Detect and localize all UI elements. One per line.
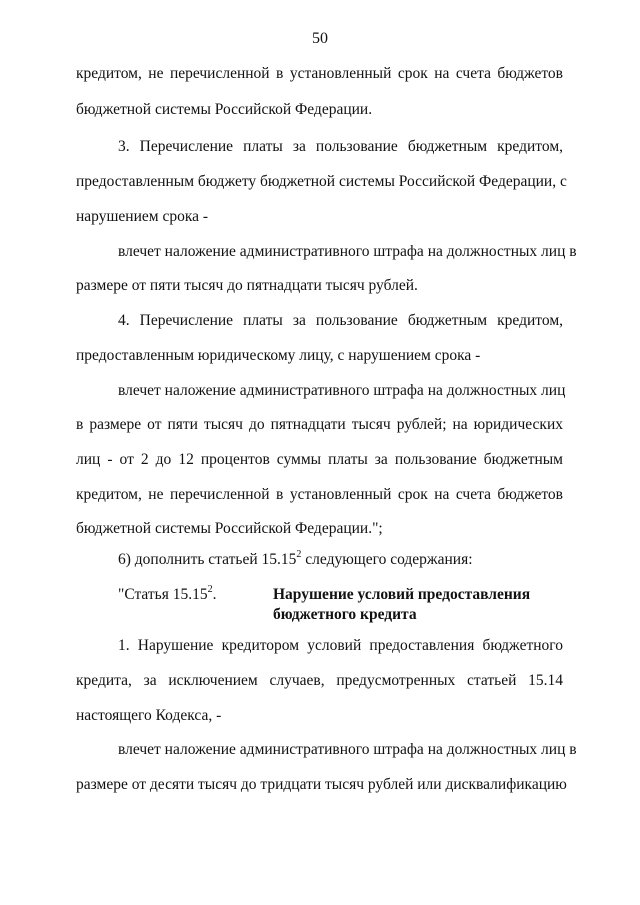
text-line: размере от пяти тысяч до пятнадцати тысяч рублей. bbox=[76, 277, 418, 294]
text-line: предоставленным бюджету бюджетной системы Российской Федерации, с bbox=[76, 173, 567, 190]
text-line: настоящего Кодекса, - bbox=[76, 707, 222, 724]
text-line: нарушением срока - bbox=[76, 208, 209, 225]
text-line: кредитом, не перечисленной в установленный срок на счета бюджетов bbox=[76, 486, 563, 503]
superscript: 2 bbox=[207, 583, 213, 595]
text-line: предоставленным юридическому лицу, с нарушением срока - bbox=[76, 347, 481, 364]
text-line: лиц - от 2 до 12 процентов суммы платы за пользование бюджетным bbox=[76, 451, 563, 468]
text-line: 4. Перечисление платы за пользование бюджетным кредитом, bbox=[118, 312, 563, 329]
text-line: бюджетной системы Российской Федерации."; bbox=[76, 520, 383, 537]
article-title: Нарушение условий предоставления бюджетного кредита bbox=[273, 586, 531, 623]
article-label: "Статья 15.15$^2$. bbox=[118, 583, 217, 603]
text-line: в размере от пяти тысяч до пятнадцати тысяч рублей; на юридических bbox=[76, 416, 563, 433]
text-line: влечет наложение административного штрафа на должностных лиц в bbox=[118, 243, 577, 260]
text-line: 6) дополнить статьей 15.15$^2$ следующего содержания: bbox=[118, 548, 473, 568]
text-line: кредита, за исключением случаев, предусмотренных статьей 15.14 bbox=[76, 672, 563, 689]
text-line: 1. Нарушение кредитором условий предоставления бюджетного bbox=[118, 637, 563, 654]
text-line: бюджетной системы Российской Федерации. bbox=[76, 101, 373, 118]
page-number: 50 bbox=[312, 30, 328, 47]
text-line: размере от десяти тысяч до тридцати тысяч рублей или дисквалификацию bbox=[76, 776, 567, 793]
superscript: 2 bbox=[296, 548, 302, 560]
text-line: кредитом, не перечисленной в установленный срок на счета бюджетов bbox=[76, 65, 563, 82]
text-line: 3. Перечисление платы за пользование бюджетным кредитом, bbox=[118, 138, 563, 155]
text-line: влечет наложение административного штрафа на должностных лиц bbox=[118, 382, 566, 399]
text-line: влечет наложение административного штрафа на должностных лиц в bbox=[118, 741, 577, 758]
